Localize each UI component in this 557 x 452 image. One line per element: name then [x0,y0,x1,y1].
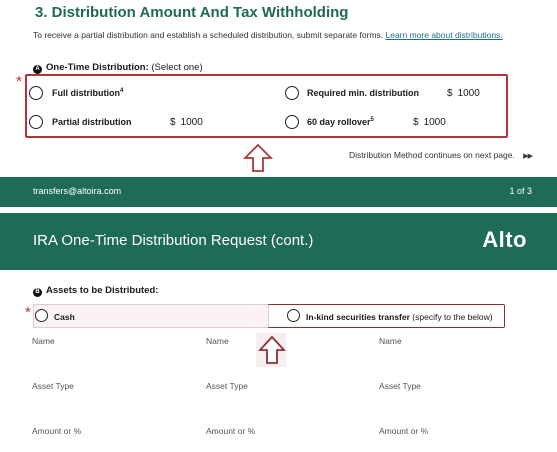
col2-amount-field[interactable]: Amount or % [206,426,256,436]
full-distribution-text: Full distribution [52,88,120,98]
required-min-radio[interactable] [285,86,299,100]
subsection-a-hint: (Select one) [151,62,203,73]
col1-asset-type-field[interactable]: Asset Type [32,381,74,391]
up-arrow-annotation-2-icon [258,335,286,365]
in-kind-label [306,312,493,322]
rollover-label [307,117,374,127]
subsection-b-label: Assets to be Distributed: [46,285,159,296]
col3-name-field[interactable]: Name [379,336,402,346]
rollover-text: 60 day rollover [307,117,371,127]
subsection-a-badge: A [33,65,42,74]
partial-distribution-radio[interactable] [29,115,43,129]
footer-email: transfers@altoira.com [33,186,122,196]
required-min-amount-field[interactable] [447,88,480,99]
partial-amount: 1000 [180,117,203,128]
partial-amount-field[interactable] [170,117,203,128]
intro-sentence: To receive a partial distribution and establish a scheduled distribution, submit separate forms. [33,30,384,40]
section-heading: 3. Distribution Amount And Tax Withholding [35,4,349,21]
required-min-amount: 1000 [457,88,480,99]
rollover-radio[interactable] [285,115,299,129]
required-asterisk-a: * [16,73,22,90]
up-arrow-annotation-icon [243,143,273,173]
full-distribution-label [52,88,123,98]
learn-more-link[interactable]: Learn more about distributions. [385,30,503,40]
continue-arrows-icon: ▶▶ [523,153,532,160]
required-min-currency: $ [447,88,453,99]
distribution-options-highlight [25,74,508,138]
subsection-b-badge: B [33,288,42,297]
col1-name-field[interactable]: Name [32,336,55,346]
alto-logo: Alto [482,227,527,252]
subsection-a-label: One-Time Distribution: [46,62,149,73]
col2-asset-type-field[interactable]: Asset Type [206,381,248,391]
intro-text [33,30,503,40]
cash-radio[interactable] [35,309,48,322]
full-distribution-radio[interactable] [29,86,43,100]
partial-currency: $ [170,117,176,128]
rollover-amount: 1000 [423,117,446,128]
partial-distribution-label: Partial distribution [52,117,132,127]
rollover-currency: $ [413,117,419,128]
col3-asset-type-field[interactable]: Asset Type [379,381,421,391]
continues-text: Distribution Method continues on next page. [348,150,515,160]
footer-page-number: 1 of 3 [509,186,532,196]
subsection-a-title [33,62,203,74]
subsection-b-title [33,285,158,297]
page-footer [0,177,557,207]
rollover-amount-field[interactable] [413,117,446,128]
continues-note [349,150,532,160]
col3-amount-field[interactable]: Amount or % [379,426,429,436]
in-kind-text: In-kind securities transfer [306,312,410,322]
full-distribution-footnote: 4 [120,88,124,94]
in-kind-hint: (specify to the below) [412,312,493,322]
rollover-footnote: 5 [370,117,374,123]
col2-name-field[interactable]: Name [206,336,229,346]
required-asterisk-b: * [25,304,31,321]
required-min-label: Required min. distribution [307,88,419,98]
page2-header-banner [0,213,557,270]
page2-title: IRA One-Time Distribution Request (cont.) [33,232,314,249]
cash-label: Cash [54,312,75,322]
in-kind-radio[interactable] [287,309,300,322]
col1-amount-field[interactable]: Amount or % [32,426,82,436]
